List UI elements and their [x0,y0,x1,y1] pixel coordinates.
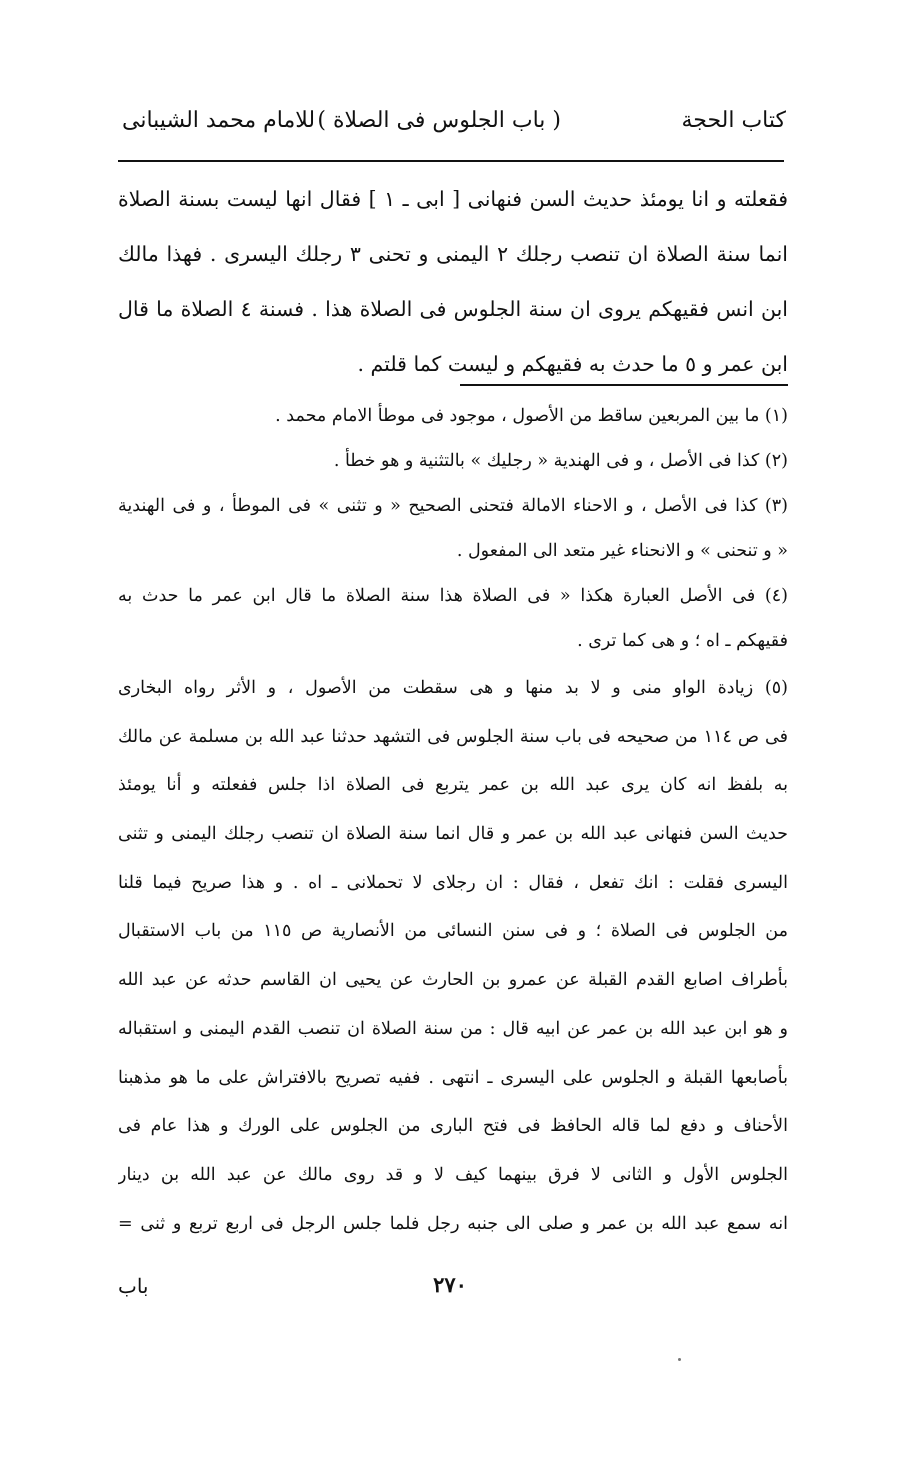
speck-mark [678,1358,681,1361]
footnotes [118,394,788,1248]
footnote-line: (١) ما بين المربعين ساقط من الأصول ، موجود فى موطأ الامام محمد . [275,406,788,426]
chapter-title: ( باب الجلوس فى الصلاة ) [317,108,561,133]
footnote-4 [118,574,788,664]
catchword: باب [118,1274,149,1298]
footnote-line: (٢) كذا فى الأصل ، و فى الهندية « رجليك » بالتثنية و هو خطأ . [333,451,788,471]
footnote-line: (٤) فى الأصل العبارة هكذا « فى الصلاة هذا سنة الصلاة ما قال ابن عمر ما حدث به [118,586,788,606]
main-text-line: ابن عمر و ٥ ما حدث به فقيهكم و ليست كما قلتم . [357,352,788,376]
author-name: للامام محمد الشيبانى [122,108,316,133]
main-text-line: ابن انس فقيهكم يروى ان سنة الجلوس فى الصلاة هذا . فسنة ٤ الصلاة ما قال [118,297,788,321]
footnote-line: من الجلوس فى الصلاة ؛ و فى سنن النسائى من الأنصارية ص ١١٥ من باب الاستقبال [118,921,788,942]
header-rule [118,160,784,162]
footnote-rule [460,384,788,386]
footnote-1 [118,394,788,439]
footnote-line: الجلوس الأول و الثانى لا فرق بينهما كيف لا و قد روى مالك عن عبد الله بن دينار [118,1164,788,1185]
footnote-line: انه سمع عبد الله بن عمر و صلى الى جنبه رجل فلما جلس الرجل فى اربع تربع و ثنى = [118,1213,788,1234]
book-title: كتاب الحجة [681,108,786,133]
main-text [118,172,788,392]
footnote-2 [118,439,788,484]
footnote-line: اليسرى فقلت : انك تفعل ، فقال : ان رجلاى لا تحملانى ـ اه . و هذا صريح فيما قلنا [118,872,788,893]
main-text-line: انما سنة الصلاة ان تنصب رجلك ٢ اليمنى و تحنى ٣ رجلك اليسرى . فهذا مالك [118,242,788,266]
footnote-3 [118,484,788,574]
footnote-line: و هو ابن عبد الله بن عمر عن ابيه قال : من سنة الصلاة ان تنصب القدم اليمنى و استقباله [118,1018,788,1039]
footnote-line: فقيهكم ـ اه ؛ و هى كما ترى . [577,631,788,651]
footnote-line: فى ص ١١٤ من صحيحه فى باب سنة الجلوس فى التشهد حدثنا عبد الله بن مسلمة عن مالك [118,726,788,747]
footnote-line: (٣) كذا فى الأصل ، و الاحناء الامالة فتحنى الصحيح « و تثنى » فى الموطأ ، و فى الهندية [118,496,788,516]
footnote-line: حديث السن فنهانى عبد الله بن عمر و قال انما سنة الصلاة ان تنصب رجلك اليمنى و تثنى [118,824,788,845]
footnote-line: به بلفظ انه كان يرى عبد الله بن عمر يتربع فى الصلاة اذا جلس ففعلته و أنا يومئذ [118,775,788,796]
footnote-line: « و تنحنى » و الانحناء غير متعد الى المفعول . [456,541,788,561]
footnote-5 [118,664,788,1248]
footnote-line: بأطراف اصابع القدم القبلة عن عمرو بن الحارث عن يحيى ان القاسم حدثه عن عبد الله [118,970,788,991]
running-header [122,108,786,152]
footnote-line: الأحناف و دفع لما قاله الحافظ فى فتح البارى من الجلوس على الورك و هذا عام فى [118,1116,788,1137]
page-number: ٢٧٠ [433,1272,467,1297]
footnote-line: (٥) زيادة الواو منى و لا بد منها و هى سقطت من الأصول ، و الأثر رواه البخارى [118,678,788,698]
main-text-line: فقعلته و انا يومئذ حديث السن فنهانى [ ابى ـ ١ ] فقال انها ليست بسنة الصلاة [118,187,788,211]
footnote-line: بأصابعها القبلة و الجلوس على اليسرى ـ انتهى . ففيه تصريح بالافتراش على ما هو مذهبنا [118,1067,788,1088]
